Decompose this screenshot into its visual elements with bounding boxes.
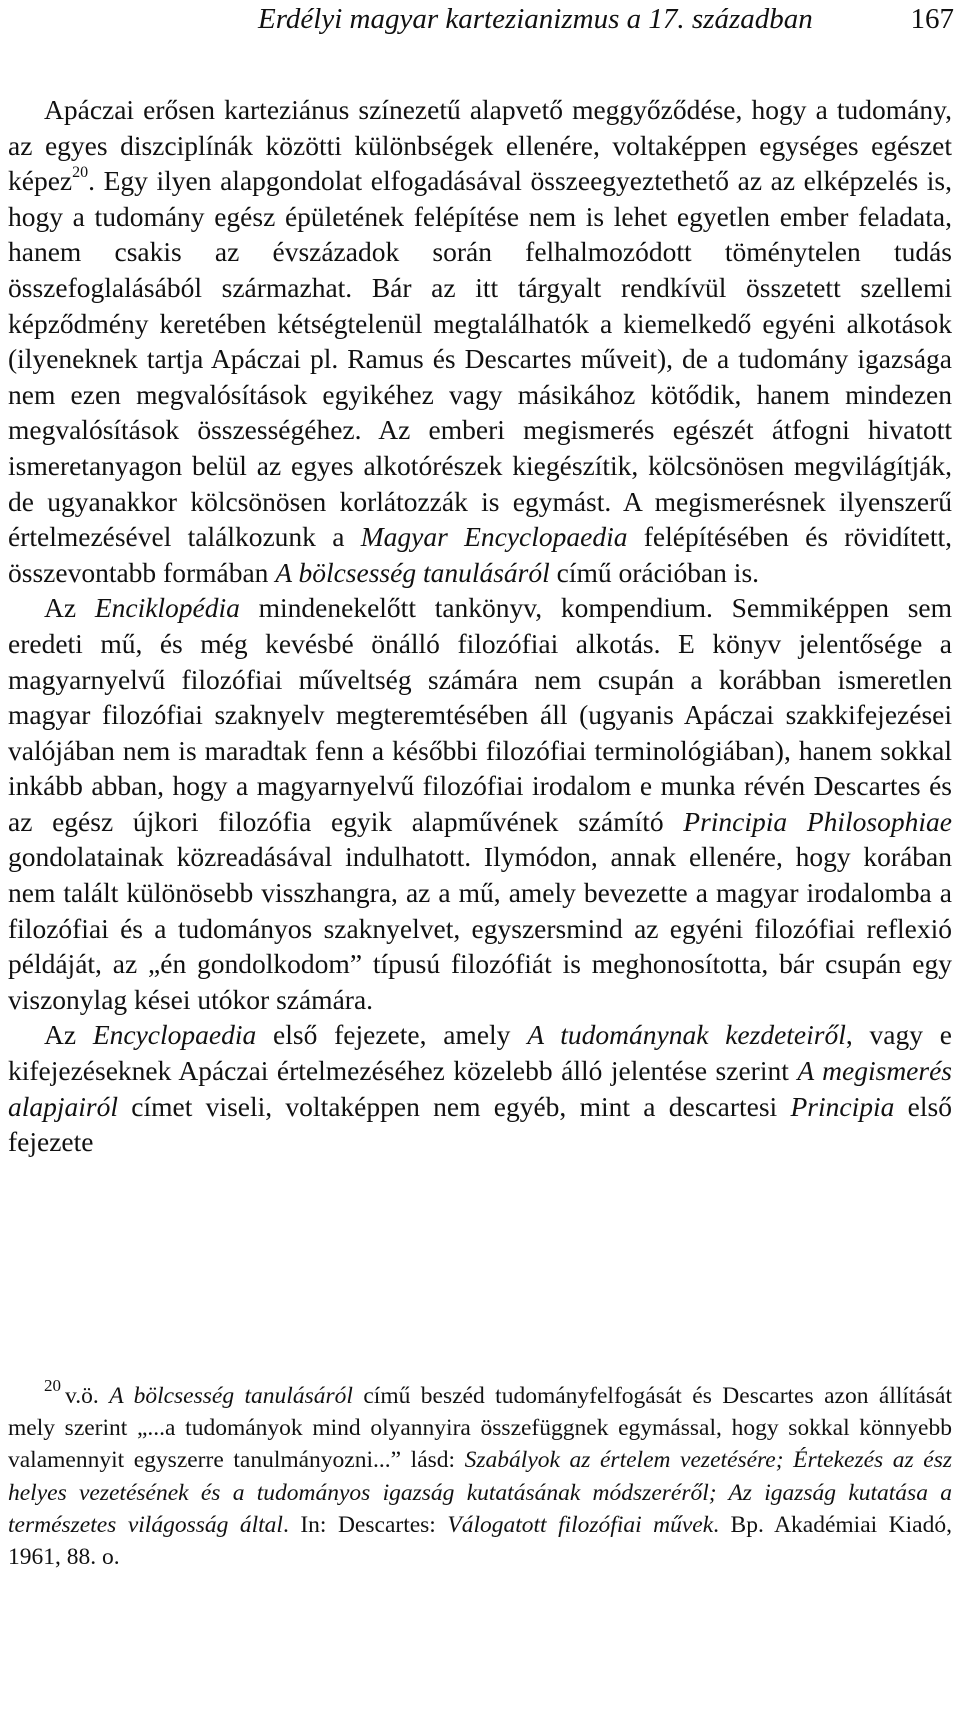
p1-text-3: felépítésében és rövidített, összevontabb formában (8, 521, 952, 588)
paragraph-2 (8, 590, 952, 1017)
fn-text-2: című beszéd tudományfelfogását és Descartes azon állítását mely szerint „...a tudományok mind olyannyira összefüggnek egymással, hogy sokkal könnyebb valamennyit egyszerre tanulmányozni...” lásd: (8, 1383, 952, 1474)
main-text (8, 92, 952, 1160)
p3-title-principia: Principia (790, 1090, 895, 1122)
running-title: Erdélyi magyar kartezianizmus a 17. században (258, 3, 813, 35)
p2-text-1: Az (44, 592, 95, 624)
p2-title-principia-philosophiae: Principia Philosophiae (683, 805, 952, 837)
p3-title-tudomanynak: A tudománynak kezdeteiről (527, 1019, 846, 1051)
p1-text-2: . Egy ilyen alapgondolat elfogadásával összeegyeztethető az az elképzelés is, hogy a tudomány egész épületének felépítése nem is lehet egyetlen ember feladata, hanem csakis az évszázadok során felhalmozódott töménytelen tudás összefoglalásából származhat. Bár az itt tárgyalt rendkívül összetett szellemi képződmény keretében kétségtelenül megtalálhatók a kiemelkedő egyéni alkotások (ilyeneknek tartja Apáczai pl. Ramus és Descartes műveit), de a tudomány igazsága nem ezen megvalósítások egyikéhez vagy másikához kötődik, hanem mindezen megvalósítások összességéhez. Az emberi megismerés egészét átfogni hivatott ismeretanyagon belül az egyes alkotórészek kiegészítik, kölcsönösen megvilágítják, de ugyanakkor kölcsönösen korlátozzák is egymást. A megismerésnek ilyenszerű értelmezésével találkozunk a (8, 165, 952, 553)
footnote-20 (8, 1376, 952, 1573)
p3-text-3: , vagy e kifejezéseknek Apáczai értelmezéséhez közelebb álló jelentése szerint (8, 1019, 952, 1087)
fn-title-bolcsesseg: A bölcsesség tanulásáról (109, 1383, 353, 1409)
p3-text-2: első fejezete, amely (256, 1019, 528, 1051)
p2-text-3: gondolatainak közreadásával indulhatott. Ilymódon, annak ellenére, hogy korában nem talált különösebb visszhangra, az a mű, amely bevezette a magyar irodalomba a filozófiai és a tudományos szaknyelvet, egyszersmind az egyéni filozófiai reflexió példáját, az „én gondolkodom” típusú filozófiát is meghonosította, bár csupán egy viszonylag kései utókor számára. (8, 841, 952, 1015)
footnote-reference: 20 (72, 164, 89, 182)
p3-title-megismeres: A megismerés alapjairól (8, 1055, 952, 1122)
p3-text-5: első fejezete (8, 1090, 952, 1158)
running-header (0, 0, 960, 40)
p1-text-1: Apáczai erősen karteziánus színezetű alapvető meggyőződése, hogy a tudomány, az egyes diszciplínák közötti különbségek ellenére, voltaképpen egységes egészet képez (8, 94, 952, 197)
p2-text-2: mindenekelőtt tankönyv, kompendium. Semmiképpen sem eredeti mű, és még kevésbé önálló filozófiai alkotás. E könyv jelentősége a magyarnyelvű filozófiai műveltség számára nem csupán a korábban ismeretlen magyar filozófiai szaknyelv megteremtésében áll (ugyanis Apáczai szakkifejezései valójában nem is maradtak fenn a későbbi filozófiai terminológiában), hanem sokkal inkább abban, hogy a magyarnyelvű filozófiai irodalom e munka révén Descartes és az egész újkori filozófia egyik alapművének számító (8, 592, 952, 837)
p3-title-encyclopaedia: Encyclopaedia (92, 1019, 257, 1051)
p1-title-magyar-encyclopaedia: Magyar Encyclopaedia (360, 521, 628, 553)
paragraph-3 (8, 1017, 952, 1159)
fn-title-valogatott: Válogatott filozófiai művek (447, 1511, 714, 1538)
paragraph-1 (8, 92, 952, 590)
p1-text-4: című orációban is. (549, 556, 760, 588)
p2-title-enciklopedia: Enciklopédia (94, 592, 240, 624)
p1-title-bolcsesseg: A bölcsesség tanulásáról (275, 556, 550, 588)
fn-titles-descartes: Szabályok az értelem vezetésére; Értekezés az ész helyes vezetésének és a tudományos igazság kutatásának módszeréről; Az igazság kutatása a természetes világosság által (8, 1447, 952, 1538)
fn-text-4: . Bp. Akadémiai Kiadó, 1961, 88. o. (8, 1511, 952, 1571)
page-number: 167 (910, 3, 954, 35)
p3-text-1: Az (44, 1019, 93, 1051)
fn-text-3: . In: Descartes: (282, 1511, 448, 1538)
footnote-paragraph (8, 1376, 952, 1573)
footnote-mark: 20 (44, 1376, 61, 1395)
fn-text-1: v.ö. (65, 1383, 110, 1409)
p3-text-4: címet viseli, voltaképpen nem egyéb, mint a descartesi (118, 1090, 791, 1122)
